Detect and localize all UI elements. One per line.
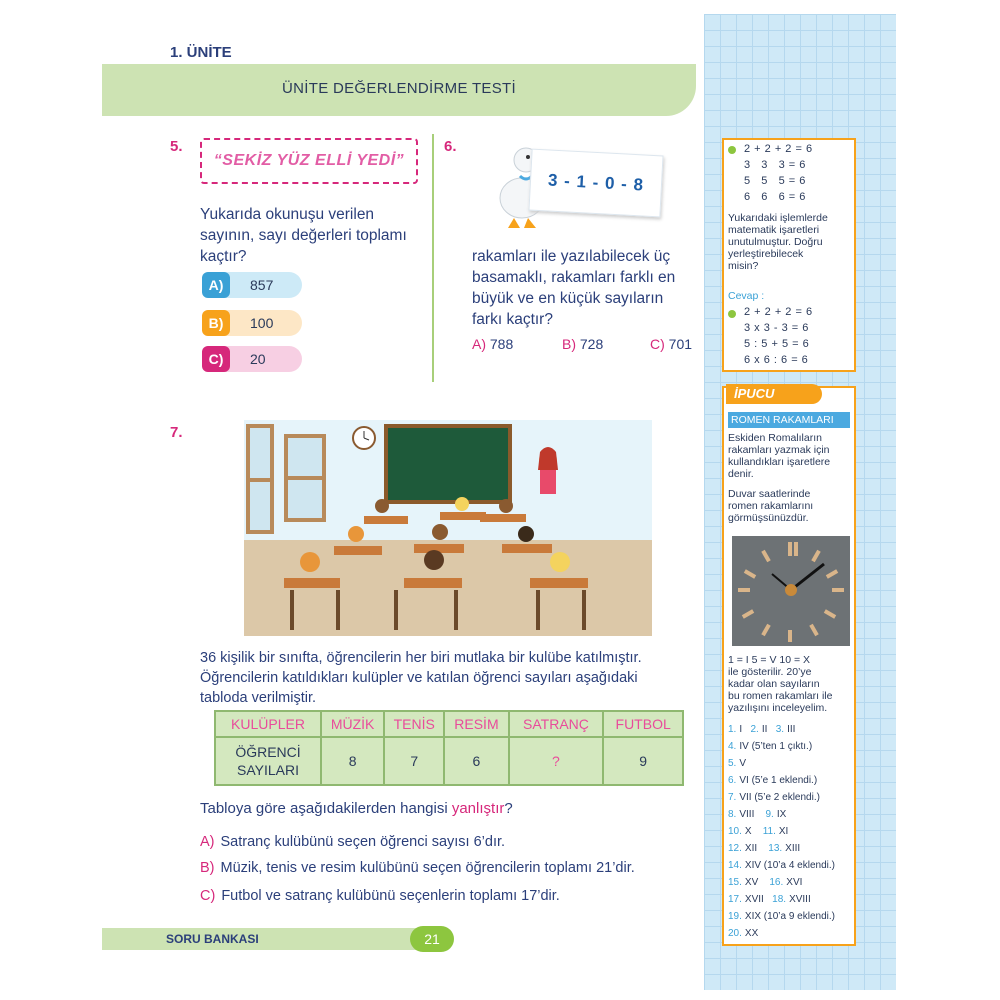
option-value: 100 xyxy=(250,315,274,331)
roman-number: 15. xyxy=(728,877,742,888)
roman-numeral: I xyxy=(739,724,743,735)
roman-numeral: VI (5’e 1 eklendi.) xyxy=(739,775,818,786)
number-phrase-box xyxy=(200,138,418,184)
option-letter: B) xyxy=(200,860,215,876)
answer-row: 6 x 6 : 6 = 6 xyxy=(744,354,809,366)
table-row-label xyxy=(216,738,320,784)
prompt-suffix: ? xyxy=(504,800,513,817)
roman-number: 2. xyxy=(750,724,759,735)
option-value: 20 xyxy=(250,351,266,367)
option-value: 857 xyxy=(250,277,274,293)
roman-number: 19. xyxy=(728,911,742,922)
roman-intro-line: rakamları yazmak için xyxy=(728,444,830,456)
roman-numeral: XI xyxy=(778,826,789,837)
roman-number: 11. xyxy=(762,826,776,837)
roman-number: 14. xyxy=(728,860,742,871)
roman-number: 20. xyxy=(728,928,742,939)
roman-numeral: II xyxy=(761,724,768,735)
roman-number: 16. xyxy=(769,877,784,888)
roman-list-item xyxy=(728,775,817,786)
roman-intro-line: kullandıkları işaretlere xyxy=(728,456,831,468)
roman-numeral: XVII xyxy=(744,894,764,905)
roman-number: 12. xyxy=(728,843,742,854)
table-header-cell: KULÜPLER xyxy=(216,712,320,736)
footer-label: SORU BANKASI xyxy=(166,932,259,946)
question-5-line: kaçtır? xyxy=(200,248,247,265)
roman-number: 13. xyxy=(768,843,783,854)
roman-rule-line: 1 = I 5 = V 10 = X xyxy=(728,654,811,666)
puzzle-row: 5 5 5 = 6 xyxy=(744,175,806,187)
roman-list-item xyxy=(728,843,800,854)
roman-list-item xyxy=(728,860,835,871)
table-header-cell: MÜZİK xyxy=(322,712,383,736)
puzzle-text-line: misin? xyxy=(728,260,759,272)
classroom-image xyxy=(244,420,652,636)
roman-numeral: XIII xyxy=(785,843,801,854)
table-header-row xyxy=(216,712,682,736)
table-header-cell: RESİM xyxy=(445,712,507,736)
row-label-line: ÖĞRENCİ xyxy=(235,744,301,760)
digit-board-text: 3 - 1 - 0 - 8 xyxy=(547,170,645,195)
question-5-line: Yukarıda okunuşu verilen xyxy=(200,206,375,223)
puzzle-text xyxy=(728,212,854,272)
roman-numeral: XV xyxy=(744,877,759,888)
roman-number: 18. xyxy=(772,894,787,905)
question-7-line: tabloda verilmiştir. xyxy=(200,690,317,706)
roman-number: 10. xyxy=(728,826,742,837)
question-6-line: büyük ve en küçük sayıların xyxy=(472,290,664,307)
question-6-line: basamaklı, rakamları farklı en xyxy=(472,269,676,286)
title-bar xyxy=(102,64,696,116)
prompt-text: Tabloya göre aşağıdakilerden hangisi xyxy=(200,800,452,817)
prompt-emphasis: yanlıştır xyxy=(451,800,505,817)
option-text: Satranç kulübünü seçen öğrenci sayısı 6’dır. xyxy=(220,834,506,850)
table-cell: 9 xyxy=(604,738,682,784)
row-label-line: SAYILARI xyxy=(236,762,299,778)
option-c[interactable] xyxy=(200,888,560,904)
roman-numeral: IV (5’ten 1 çıktı.) xyxy=(739,741,813,752)
answer-row: 3 x 3 - 3 = 6 xyxy=(744,322,809,334)
option-b[interactable] xyxy=(202,310,302,336)
roman-clock-line: görmüşsünüzdür. xyxy=(728,512,809,524)
table-cell: 6 xyxy=(445,738,507,784)
table-cell: 7 xyxy=(385,738,443,784)
question-7-line: Öğrencilerin katıldıkları kulüpler ve katılan öğrenci sayıları aşağıdaki xyxy=(200,670,638,686)
roman-intro-line: denir. xyxy=(728,468,754,480)
roman-list-item xyxy=(728,758,746,769)
roman-rule-line: bu romen rakamları ile xyxy=(728,690,833,702)
roman-rule-line: kadar olan sayıların xyxy=(728,678,820,690)
puzzle-row: 6 6 6 = 6 xyxy=(744,191,806,203)
roman-number: 6. xyxy=(728,775,737,786)
roman-list-item xyxy=(728,826,788,837)
roman-number: 1. xyxy=(728,724,737,735)
table-cell: 8 xyxy=(322,738,383,784)
unit-label: 1. ÜNİTE xyxy=(170,44,232,61)
roman-number: 7. xyxy=(728,792,737,803)
question-5-line: sayının, sayı değerleri toplamı xyxy=(200,227,407,244)
roman-numeral: XIX (10’a 9 eklendi.) xyxy=(744,911,835,922)
answer-row: 5 : 5 + 5 = 6 xyxy=(744,338,810,350)
roman-list-item xyxy=(728,877,802,888)
option-letter: C) xyxy=(200,888,216,904)
puzzle-text-line: Yukarıdaki işlemlerde xyxy=(728,212,828,224)
answer-row: 2 + 2 + 2 = 6 xyxy=(744,306,813,318)
option-b[interactable] xyxy=(562,336,603,352)
page-number: 21 xyxy=(410,926,454,952)
roman-list-item xyxy=(728,911,835,922)
classroom-illustration xyxy=(244,420,652,636)
footer-bar xyxy=(102,928,432,950)
roman-list-item xyxy=(728,928,758,939)
puzzle-text-line: matematik işaretleri xyxy=(728,224,820,236)
roman-list-item xyxy=(728,741,812,752)
roman-numeral: IX xyxy=(776,809,787,820)
column-divider xyxy=(432,134,434,382)
puzzle-text-line: unutulmuştur. Doğru xyxy=(728,236,823,248)
puzzle-text-line: yerleştirebilecek xyxy=(728,248,804,260)
table-header-cell: TENİS xyxy=(385,712,443,736)
question-5-text xyxy=(200,204,407,267)
option-value: 728 xyxy=(579,336,604,352)
roman-number: 3. xyxy=(775,724,785,735)
clock-icon xyxy=(732,536,850,646)
roman-heading: ROMEN RAKAMLARI xyxy=(728,412,850,428)
bullet-icon xyxy=(728,310,736,318)
roman-numeral: XVIII xyxy=(789,894,811,905)
roman-list-item xyxy=(728,894,811,905)
option-c[interactable] xyxy=(650,336,692,352)
roman-number: 17. xyxy=(728,894,742,905)
question-6-text xyxy=(472,246,675,330)
roman-rule-line: ile gösterilir. 20’ye xyxy=(728,666,812,678)
option-a[interactable] xyxy=(472,336,513,352)
table-header-cell: FUTBOL xyxy=(604,712,682,736)
number-phrase: “SEKİZ YÜZ ELLİ YEDİ” xyxy=(213,152,405,169)
roman-list-item xyxy=(728,792,820,803)
option-text: Müzik, tenis ve resim kulübünü seçen öğrencilerin toplamı 21’dir. xyxy=(220,860,635,876)
roman-numeral: XX xyxy=(744,928,759,939)
table-cell: ? xyxy=(510,738,603,784)
question-6-line: farkı kaçtır? xyxy=(472,311,553,328)
roman-rule-text xyxy=(728,654,852,714)
option-letter: A) xyxy=(472,336,486,352)
question-number-6: 6. xyxy=(444,138,457,155)
roman-numeral: X xyxy=(744,826,752,837)
roman-rule-line: yazılışını inceleyelim. xyxy=(728,702,828,714)
question-6-line: rakamları ile yazılabilecek üç xyxy=(472,248,671,265)
option-value: 788 xyxy=(489,336,514,352)
option-letter: B) xyxy=(202,310,230,336)
digit-board xyxy=(528,149,663,218)
question-7-prompt xyxy=(200,800,513,817)
option-a[interactable] xyxy=(200,834,505,850)
option-letter: A) xyxy=(202,272,230,298)
table-row xyxy=(216,738,682,784)
question-number-5: 5. xyxy=(170,138,183,155)
roman-numeral: VII (5’e 2 eklendi.) xyxy=(739,792,820,803)
tip-tab xyxy=(726,384,822,404)
option-b[interactable] xyxy=(200,860,635,876)
roman-numeral: XVI xyxy=(786,877,803,888)
puzzle-box xyxy=(722,138,856,372)
roman-numeral: VIII xyxy=(739,809,755,820)
roman-clock-text xyxy=(728,488,852,524)
roman-numeral: III xyxy=(787,724,796,735)
question-7-line: 36 kişilik bir sınıfta, öğrencilerin her biri mutlaka bir kulübe katılmıştır. xyxy=(200,650,642,666)
table-header-cell: SATRANÇ xyxy=(510,712,603,736)
option-c[interactable] xyxy=(202,346,302,372)
question-7-text xyxy=(200,648,700,708)
tip-label: İPUCU xyxy=(734,386,775,401)
answer-label: Cevap : xyxy=(728,290,765,302)
option-letter: C) xyxy=(650,336,665,352)
option-letter: B) xyxy=(562,336,576,352)
roman-intro-line: Eskiden Romalıların xyxy=(728,432,822,444)
roman-numeral: XII xyxy=(744,843,758,854)
roman-intro xyxy=(728,432,852,480)
roman-number: 5. xyxy=(728,758,737,769)
option-letter: C) xyxy=(202,346,230,372)
roman-list-item xyxy=(728,724,795,735)
page-title: ÜNİTE DEĞERLENDİRME TESTİ xyxy=(282,80,516,97)
question-number-7: 7. xyxy=(170,424,183,441)
roman-clock-photo xyxy=(732,536,850,646)
roman-numeral: XIV (10’a 4 eklendi.) xyxy=(744,860,835,871)
roman-numeral: V xyxy=(739,758,747,769)
puzzle-row: 2 + 2 + 2 = 6 xyxy=(744,143,813,155)
roman-number: 4. xyxy=(728,741,737,752)
option-text: Futbol ve satranç kulübünü seçenlerin toplamı 17’dir. xyxy=(221,888,560,904)
roman-clock-line: Duvar saatlerinde xyxy=(728,488,811,500)
roman-number: 9. xyxy=(765,809,774,820)
bullet-icon xyxy=(728,146,736,154)
option-value: 701 xyxy=(668,336,693,352)
puzzle-row: 3 3 3 = 6 xyxy=(744,159,806,171)
roman-number: 8. xyxy=(728,809,737,820)
clubs-table xyxy=(214,710,684,786)
option-a[interactable] xyxy=(202,272,302,298)
roman-clock-line: romen rakamlarını xyxy=(728,500,814,512)
option-letter: A) xyxy=(200,834,215,850)
roman-list-item xyxy=(728,809,786,820)
